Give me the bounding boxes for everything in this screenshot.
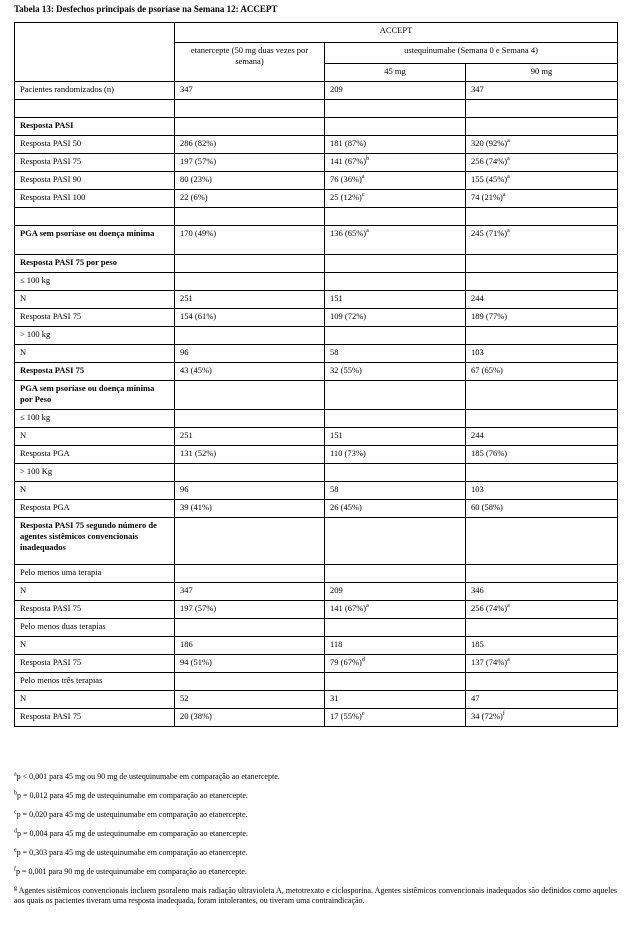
cell-value: 58 bbox=[330, 347, 339, 357]
footnote bbox=[14, 810, 617, 820]
table-row bbox=[15, 136, 618, 154]
cell-value: 170 (49%) bbox=[180, 228, 217, 238]
cell-value: 80 (23%) bbox=[180, 174, 212, 184]
row-label: Resposta PASI 100 bbox=[15, 190, 175, 208]
cell-value: 256 (74%) bbox=[471, 156, 508, 166]
cell-value: 181 (87%) bbox=[330, 138, 367, 148]
value-cell bbox=[175, 601, 325, 619]
footnote-text: p = 0,001 para 90 mg de ustequinumabe em comparação ao etanercepte. bbox=[16, 867, 247, 876]
value-cell bbox=[175, 136, 325, 154]
cell-value: 251 bbox=[180, 430, 193, 440]
value-cell bbox=[175, 363, 325, 381]
value-cell bbox=[175, 637, 325, 655]
header-ustekinumab: ustequinumabe (Semana 0 e Semana 4) bbox=[325, 43, 618, 64]
cell-value: 320 (92%) bbox=[471, 138, 508, 148]
cell-value: 96 bbox=[180, 347, 189, 357]
cell-value: 110 (73%) bbox=[330, 448, 366, 458]
value-cell bbox=[325, 446, 466, 464]
value-cell bbox=[325, 226, 466, 255]
row-label: Resposta PASI bbox=[15, 118, 175, 136]
value-cell bbox=[466, 327, 618, 345]
value-cell bbox=[466, 118, 618, 136]
value-cell bbox=[325, 691, 466, 709]
row-label: Resposta PASI 90 bbox=[15, 172, 175, 190]
value-cell bbox=[175, 345, 325, 363]
footnote-mark: a bbox=[507, 174, 510, 181]
cell-value: 141 (67%) bbox=[330, 156, 367, 166]
value-cell bbox=[175, 565, 325, 583]
value-cell bbox=[325, 673, 466, 691]
value-cell bbox=[325, 410, 466, 428]
cell-value: 20 (38%) bbox=[180, 711, 212, 721]
footnote-mark: a bbox=[507, 156, 510, 163]
header-45mg: 45 mg bbox=[325, 64, 466, 82]
cell-value: 347 bbox=[471, 84, 484, 94]
row-label: PGA sem psoríase ou doença mínima bbox=[15, 226, 175, 255]
row-label: Resposta PASI 75 bbox=[15, 154, 175, 172]
footnote-mark: e bbox=[14, 847, 17, 854]
footnote bbox=[14, 867, 617, 877]
cell-value: 67 (65%) bbox=[471, 365, 503, 375]
footnote-mark: d bbox=[361, 657, 365, 664]
cell-value: 103 bbox=[471, 484, 484, 494]
value-cell bbox=[466, 446, 618, 464]
value-cell bbox=[175, 500, 325, 518]
footnote-mark: d bbox=[14, 828, 17, 835]
value-cell bbox=[175, 172, 325, 190]
cell-value: 31 bbox=[330, 693, 339, 703]
cell-value: 244 bbox=[471, 430, 484, 440]
cell-value: 197 (57%) bbox=[180, 156, 217, 166]
row-label bbox=[15, 208, 175, 226]
footnotes bbox=[14, 772, 617, 915]
cell-value: 32 (55%) bbox=[330, 365, 362, 375]
cell-value: 58 bbox=[330, 484, 339, 494]
cell-value: 186 bbox=[180, 639, 193, 649]
value-cell bbox=[466, 655, 618, 673]
table-row bbox=[15, 482, 618, 500]
row-label: PGA sem psoríase ou doença mínima por Peso bbox=[15, 381, 175, 410]
footnote-mark: a bbox=[507, 657, 510, 664]
footnote-mark: a bbox=[361, 174, 365, 181]
value-cell bbox=[325, 363, 466, 381]
cell-value: 244 bbox=[471, 293, 484, 303]
row-label bbox=[15, 100, 175, 118]
value-cell bbox=[466, 637, 618, 655]
row-label: Pacientes randomizados (n) bbox=[15, 82, 175, 100]
table-row bbox=[15, 691, 618, 709]
table-row bbox=[15, 410, 618, 428]
header-90mg: 90 mg bbox=[466, 64, 618, 82]
footnote-mark: b bbox=[14, 790, 17, 797]
footnote-text: p = 0,004 para 45 mg de ustequinumabe em comparação ao etanercepte. bbox=[17, 829, 248, 838]
value-cell bbox=[325, 565, 466, 583]
value-cell bbox=[325, 118, 466, 136]
cell-value: 141 (67%) bbox=[330, 603, 367, 613]
value-cell bbox=[466, 500, 618, 518]
cell-value: 103 bbox=[471, 347, 484, 357]
footnote bbox=[14, 848, 617, 858]
value-cell bbox=[466, 154, 618, 172]
value-cell bbox=[466, 309, 618, 327]
value-cell bbox=[325, 291, 466, 309]
cell-value: 118 bbox=[330, 639, 343, 649]
value-cell bbox=[175, 154, 325, 172]
table-row bbox=[15, 226, 618, 255]
cell-value: 151 bbox=[330, 293, 343, 303]
table-row bbox=[15, 273, 618, 291]
value-cell bbox=[325, 327, 466, 345]
value-cell bbox=[325, 709, 466, 727]
table-row bbox=[15, 190, 618, 208]
footnote-mark: c bbox=[361, 192, 365, 199]
cell-value: 26 (45%) bbox=[330, 502, 362, 512]
value-cell bbox=[325, 655, 466, 673]
row-label: Resposta PASI 75 bbox=[15, 363, 175, 381]
cell-value: 137 (74%) bbox=[471, 657, 508, 667]
footnote-mark: c bbox=[14, 809, 17, 816]
value-cell bbox=[325, 273, 466, 291]
value-cell bbox=[175, 226, 325, 255]
value-cell bbox=[466, 601, 618, 619]
value-cell bbox=[466, 345, 618, 363]
value-cell bbox=[175, 518, 325, 565]
results-table bbox=[14, 22, 618, 727]
value-cell bbox=[175, 291, 325, 309]
table-row bbox=[15, 381, 618, 410]
value-cell bbox=[466, 82, 618, 100]
footnote-mark: a bbox=[507, 228, 510, 235]
row-label: Pelo menos uma terapia bbox=[15, 565, 175, 583]
row-label: Resposta PASI 75 por peso bbox=[15, 255, 175, 273]
value-cell bbox=[466, 291, 618, 309]
value-cell bbox=[325, 172, 466, 190]
value-cell bbox=[175, 619, 325, 637]
cell-value: 209 bbox=[330, 84, 343, 94]
footnote-text: p = 0,303 para 45 mg de ustequinumabe em comparação ao etanercepte. bbox=[16, 848, 248, 857]
footnote-mark: a bbox=[366, 228, 369, 235]
value-cell bbox=[325, 428, 466, 446]
value-cell bbox=[175, 410, 325, 428]
value-cell bbox=[175, 381, 325, 410]
footnote-mark: b bbox=[366, 156, 370, 163]
value-cell bbox=[175, 309, 325, 327]
footnote-mark: e bbox=[361, 711, 365, 718]
value-cell bbox=[175, 691, 325, 709]
value-cell bbox=[466, 255, 618, 273]
value-cell bbox=[466, 273, 618, 291]
footnote bbox=[14, 772, 617, 782]
value-cell bbox=[175, 655, 325, 673]
cell-value: 39 (41%) bbox=[180, 502, 212, 512]
footnote-mark: f bbox=[502, 711, 505, 718]
row-label: Resposta PASI 75 bbox=[15, 601, 175, 619]
row-label: N bbox=[15, 691, 175, 709]
table-row bbox=[15, 309, 618, 327]
value-cell bbox=[325, 100, 466, 118]
row-label: N bbox=[15, 428, 175, 446]
value-cell bbox=[175, 446, 325, 464]
value-cell bbox=[325, 619, 466, 637]
table-row bbox=[15, 255, 618, 273]
row-label: Resposta PGA bbox=[15, 446, 175, 464]
value-cell bbox=[175, 82, 325, 100]
value-cell bbox=[466, 363, 618, 381]
cell-value: 131 (52%) bbox=[180, 448, 217, 458]
footnote-mark: a bbox=[507, 603, 510, 610]
cell-value: 96 bbox=[180, 484, 189, 494]
table-row bbox=[15, 363, 618, 381]
table-row bbox=[15, 154, 618, 172]
value-cell bbox=[175, 118, 325, 136]
table-row bbox=[15, 709, 618, 727]
table-row bbox=[15, 518, 618, 565]
value-cell bbox=[466, 428, 618, 446]
value-cell bbox=[466, 172, 618, 190]
cell-value: 251 bbox=[180, 293, 193, 303]
cell-value: 189 (77%) bbox=[471, 311, 508, 321]
cell-value: 79 (67%) bbox=[330, 657, 362, 667]
table-row bbox=[15, 565, 618, 583]
cell-value: 109 (72%) bbox=[330, 311, 367, 321]
footnote-mark: g bbox=[14, 885, 17, 892]
cell-value: 43 (45%) bbox=[180, 365, 212, 375]
row-label: Resposta PASI 75 bbox=[15, 709, 175, 727]
value-cell bbox=[175, 673, 325, 691]
value-cell bbox=[325, 500, 466, 518]
value-cell bbox=[325, 482, 466, 500]
table-row bbox=[15, 637, 618, 655]
row-label: N bbox=[15, 583, 175, 601]
value-cell bbox=[325, 136, 466, 154]
value-cell bbox=[466, 482, 618, 500]
value-cell bbox=[175, 190, 325, 208]
value-cell bbox=[466, 619, 618, 637]
cell-value: 34 (72%) bbox=[471, 711, 503, 721]
value-cell bbox=[325, 583, 466, 601]
cell-value: 347 bbox=[180, 585, 193, 595]
value-cell bbox=[325, 190, 466, 208]
table-row bbox=[15, 172, 618, 190]
row-label: ≤ 100 kg bbox=[15, 410, 175, 428]
value-cell bbox=[325, 518, 466, 565]
value-cell bbox=[175, 100, 325, 118]
table-row bbox=[15, 345, 618, 363]
cell-value: 94 (51%) bbox=[180, 657, 212, 667]
table-row bbox=[15, 428, 618, 446]
row-label: Resposta PASI 50 bbox=[15, 136, 175, 154]
footnote-text: p = 0,012 para 45 mg de ustequinumabe em comparação ao etanercepte. bbox=[17, 791, 248, 800]
cell-value: 346 bbox=[471, 585, 484, 595]
footnote-mark: a bbox=[14, 771, 17, 778]
footnote-text: p < 0,001 para 45 mg ou 90 mg de ustequinumabe em comparação ao etanercepte. bbox=[16, 772, 280, 781]
value-cell bbox=[466, 518, 618, 565]
header-etanercept: etanercepte (50 mg duas vezes por semana) bbox=[175, 43, 325, 82]
value-cell bbox=[175, 464, 325, 482]
cell-value: 155 (45%) bbox=[471, 174, 508, 184]
cell-value: 17 (55%) bbox=[330, 711, 362, 721]
value-cell bbox=[466, 464, 618, 482]
header-blank-cell bbox=[15, 23, 175, 82]
value-cell bbox=[175, 255, 325, 273]
value-cell bbox=[325, 345, 466, 363]
cell-value: 22 (6%) bbox=[180, 192, 208, 202]
table-row bbox=[15, 208, 618, 226]
value-cell bbox=[466, 565, 618, 583]
cell-value: 347 bbox=[180, 84, 193, 94]
row-label: N bbox=[15, 345, 175, 363]
value-cell bbox=[175, 327, 325, 345]
cell-value: 25 (12%) bbox=[330, 192, 362, 202]
value-cell bbox=[466, 583, 618, 601]
row-label: > 100 kg bbox=[15, 327, 175, 345]
footnote bbox=[14, 886, 617, 906]
cell-value: 60 (58%) bbox=[471, 502, 503, 512]
footnote-mark: a bbox=[366, 603, 369, 610]
value-cell bbox=[325, 464, 466, 482]
header-study: ACCEPT bbox=[175, 23, 618, 43]
cell-value: 52 bbox=[180, 693, 189, 703]
table-row bbox=[15, 446, 618, 464]
table-title: Tabela 13: Desfechos principais de psoríase na Semana 12: ACCEPT bbox=[14, 4, 278, 14]
value-cell bbox=[466, 226, 618, 255]
row-label: N bbox=[15, 482, 175, 500]
row-label: Pelo menos três terapias bbox=[15, 673, 175, 691]
value-cell bbox=[466, 190, 618, 208]
cell-value: 185 bbox=[471, 639, 484, 649]
cell-value: 74 (21%) bbox=[471, 192, 503, 202]
footnote bbox=[14, 791, 617, 801]
footnote bbox=[14, 829, 617, 839]
footnote-text: p = 0,020 para 45 mg de ustequinumabe em comparação ao etanercepte. bbox=[16, 810, 248, 819]
value-cell bbox=[466, 381, 618, 410]
footnote-mark: f bbox=[14, 866, 16, 873]
value-cell bbox=[175, 709, 325, 727]
row-label: ≤ 100 kg bbox=[15, 273, 175, 291]
table-row bbox=[15, 500, 618, 518]
row-label: N bbox=[15, 637, 175, 655]
table-row bbox=[15, 601, 618, 619]
value-cell bbox=[325, 82, 466, 100]
footnote-mark: a bbox=[502, 192, 506, 199]
table-row bbox=[15, 464, 618, 482]
table-row bbox=[15, 655, 618, 673]
table-row bbox=[15, 291, 618, 309]
table-row bbox=[15, 100, 618, 118]
cell-value: 136 (65%) bbox=[330, 228, 367, 238]
cell-value: 256 (74%) bbox=[471, 603, 508, 613]
value-cell bbox=[466, 410, 618, 428]
value-cell bbox=[466, 136, 618, 154]
value-cell bbox=[175, 208, 325, 226]
value-cell bbox=[325, 309, 466, 327]
row-label: Resposta PGA bbox=[15, 500, 175, 518]
value-cell bbox=[466, 673, 618, 691]
cell-value: 245 (71%) bbox=[471, 228, 508, 238]
cell-value: 154 (61%) bbox=[180, 311, 217, 321]
row-label: > 100 Kg bbox=[15, 464, 175, 482]
row-label: Resposta PASI 75 segundo número de agentes sistêmicos convencionais inadequados bbox=[15, 518, 175, 565]
footnote-text: Agentes sistêmicos convencionais incluem psoraleno mais radiação ultravioleta A, metotrexato e ciclosporina. Agentes sistêmicos convencionais inadequados são definidos como aqueles aos quais os pacientes tiveram uma resposta inadequada, foram intolerantes, ou tiveram uma contraindicação. bbox=[14, 886, 617, 905]
cell-value: 197 (57%) bbox=[180, 603, 217, 613]
footnote-mark: a bbox=[507, 138, 510, 145]
value-cell bbox=[466, 691, 618, 709]
value-cell bbox=[466, 100, 618, 118]
value-cell bbox=[175, 428, 325, 446]
value-cell bbox=[325, 154, 466, 172]
cell-value: 76 (36%) bbox=[330, 174, 362, 184]
cell-value: 151 bbox=[330, 430, 343, 440]
cell-value: 209 bbox=[330, 585, 343, 595]
value-cell bbox=[175, 583, 325, 601]
value-cell bbox=[325, 637, 466, 655]
table-row bbox=[15, 327, 618, 345]
table-row bbox=[15, 118, 618, 136]
value-cell bbox=[175, 482, 325, 500]
table-row bbox=[15, 619, 618, 637]
table-row bbox=[15, 82, 618, 100]
table-row bbox=[15, 673, 618, 691]
row-label: Resposta PASI 75 bbox=[15, 309, 175, 327]
value-cell bbox=[175, 273, 325, 291]
value-cell bbox=[325, 381, 466, 410]
cell-value: 286 (82%) bbox=[180, 138, 217, 148]
value-cell bbox=[466, 709, 618, 727]
row-label: Pelo menos duas terapias bbox=[15, 619, 175, 637]
value-cell bbox=[325, 208, 466, 226]
value-cell bbox=[466, 208, 618, 226]
cell-value: 47 bbox=[471, 693, 480, 703]
row-label: Resposta PASI 75 bbox=[15, 655, 175, 673]
table-row bbox=[15, 583, 618, 601]
row-label: N bbox=[15, 291, 175, 309]
cell-value: 185 (76%) bbox=[471, 448, 508, 458]
value-cell bbox=[325, 255, 466, 273]
value-cell bbox=[325, 601, 466, 619]
